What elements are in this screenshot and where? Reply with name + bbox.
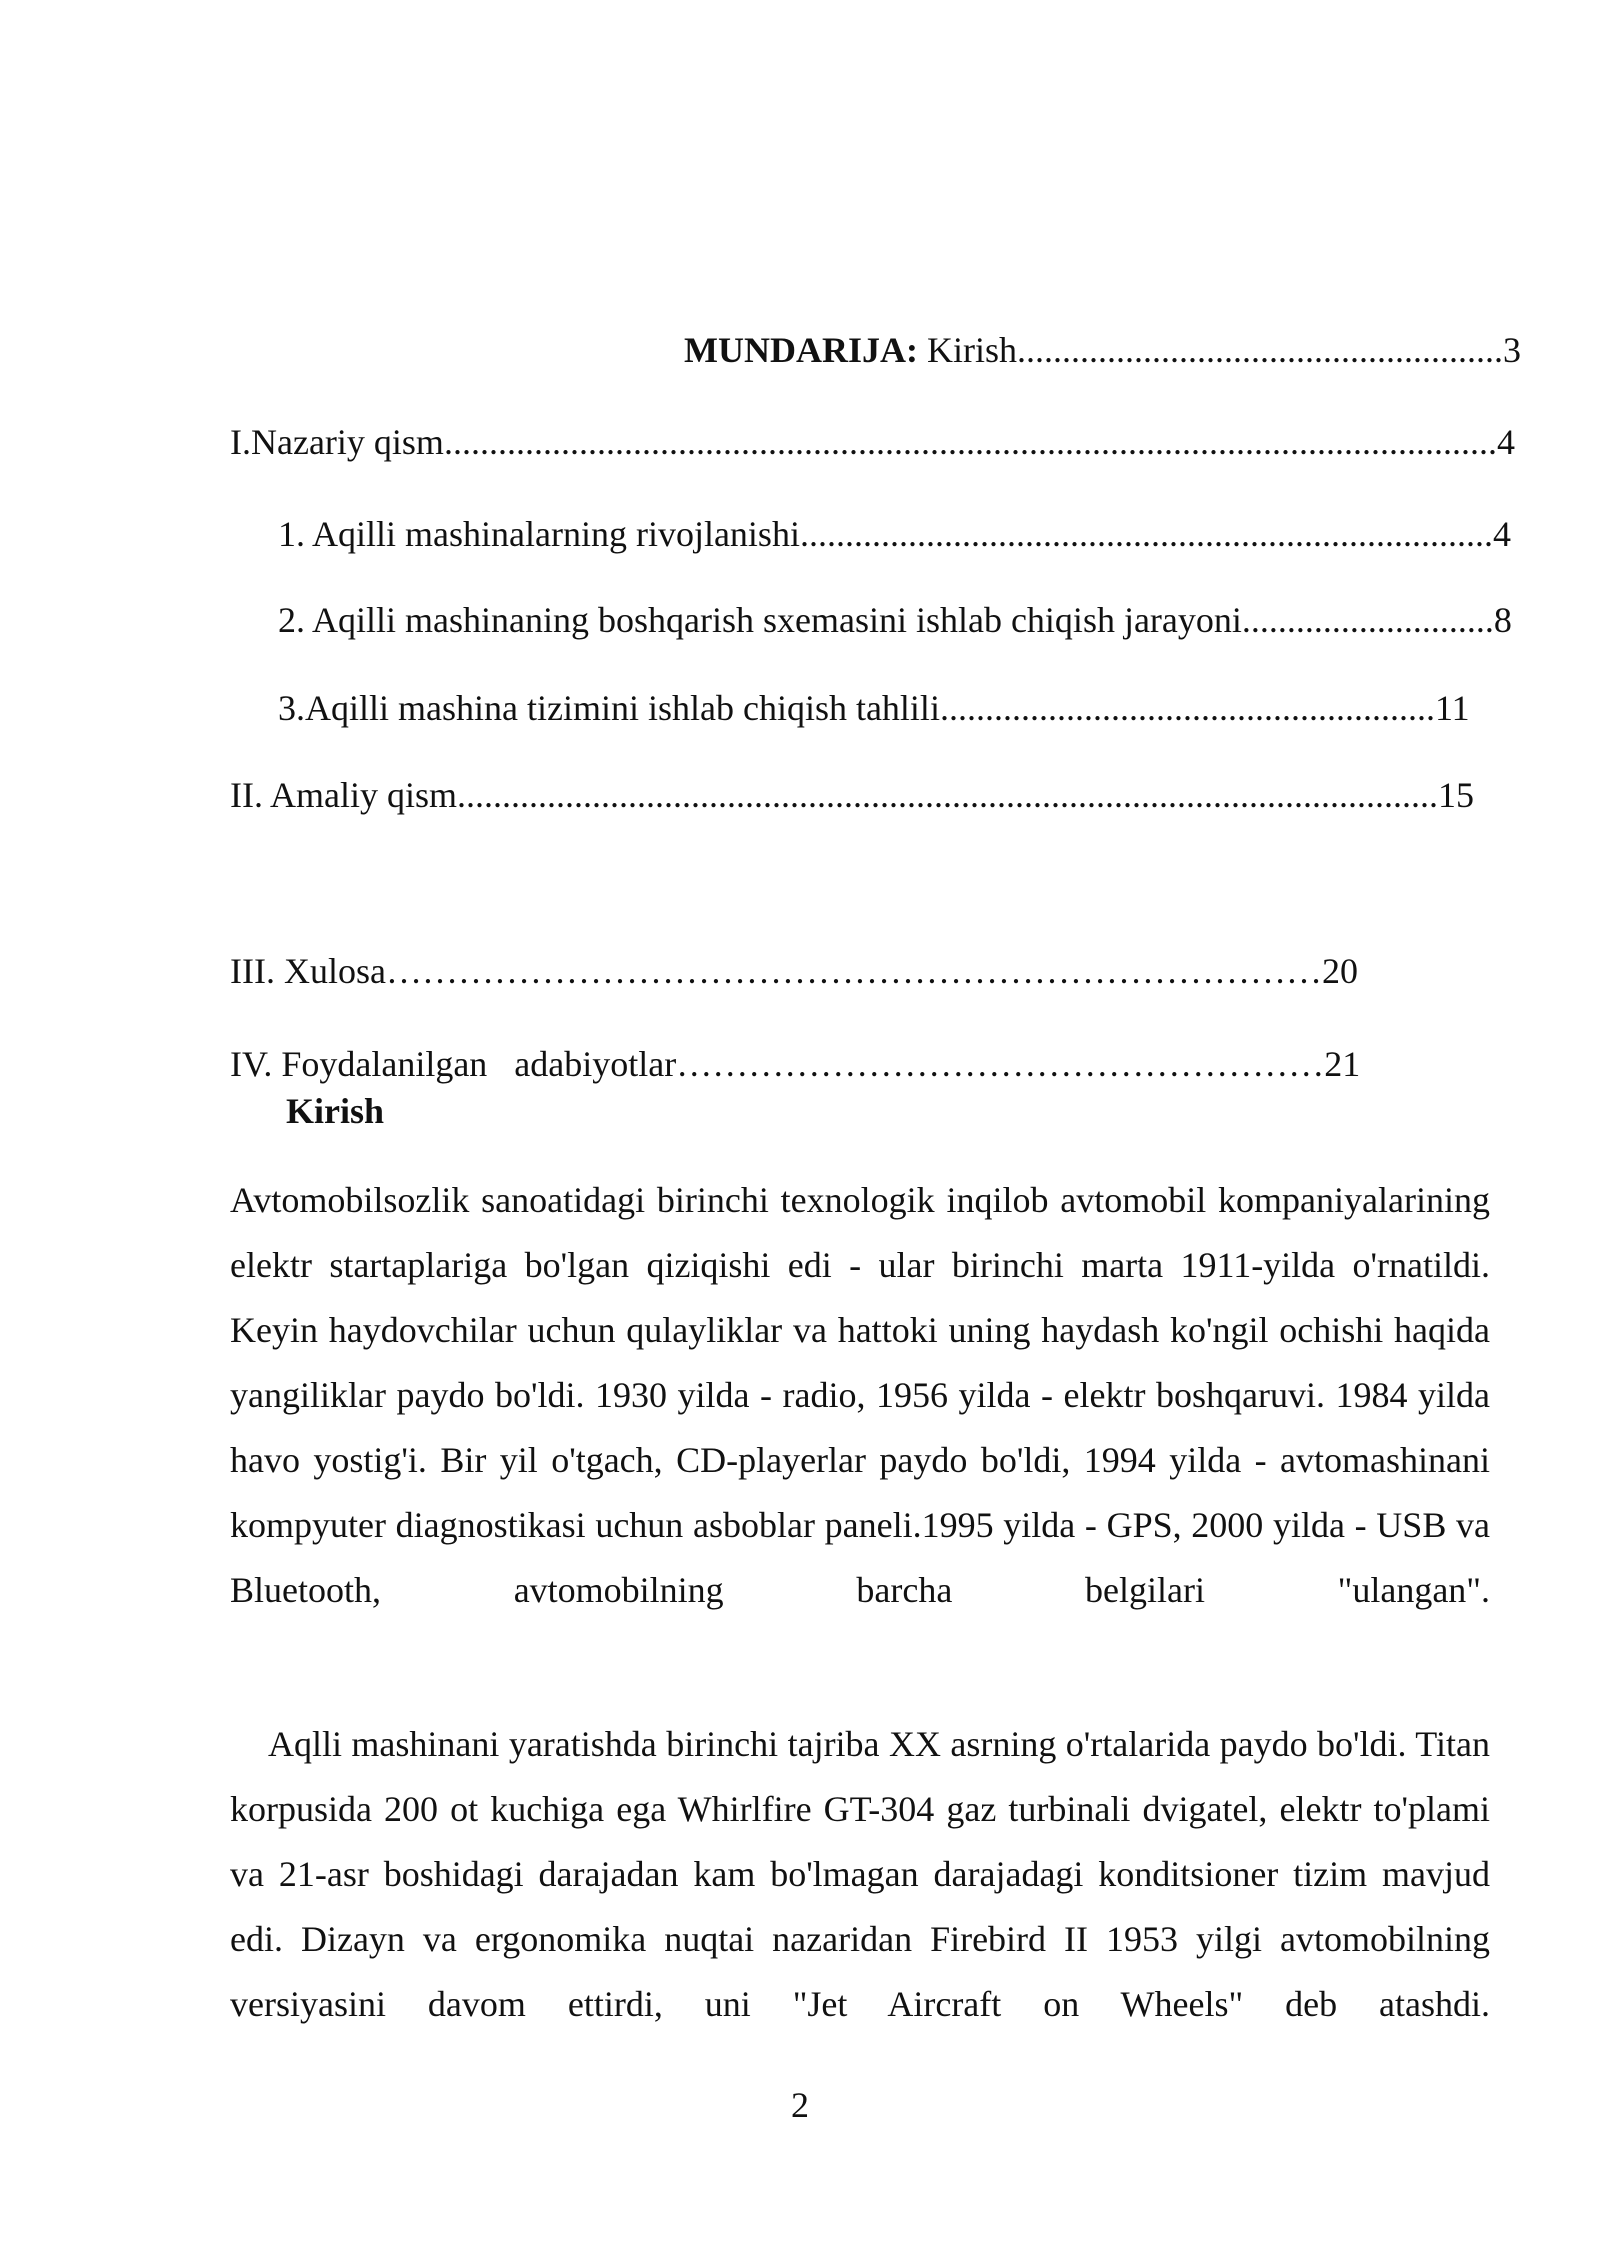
toc-item-label: IV. Foydalanilgan adabiyotlar	[230, 1044, 677, 1084]
toc-title-rest: Kirish	[917, 330, 1017, 370]
toc-item-label: I.Nazariy qism	[230, 422, 444, 462]
toc-item-page: 15	[1438, 775, 1474, 815]
toc-item-label: 3.Aqilli mashina tizimini ishlab chiqish tahlili	[278, 688, 940, 728]
toc-item-label: 2. Aqilli mashinaning boshqarish sxemasini ishlab chiqish jarayoni	[278, 600, 1242, 640]
kirish-heading: Kirish	[286, 1091, 385, 1131]
kirish-paragraph-2: Aqlli mashinani yaratishda birinchi tajriba XX asrning o'rtalarida paydo bo'ldi. Titan korpusida 200 ot kuchiga ega Whirlfire GT-304 gaz turbinali dvigatel, elektr to'plami va 21-asr boshidagi darajadan kam bo'lmagan darajadagi konditsioner tizim mavjud edi. Dizayn va ergonomika nuqtai nazaridan Firebird II 1953 yilgi avtomobilning versiyasini davom ettirdi, uni "Jet Aircraft on Wheels" deb atashdi.	[230, 1724, 1490, 2024]
toc-item-page: 20	[1321, 951, 1358, 991]
toc-item-nazariy: I.Nazariy qism.....................................................................................................................4	[230, 422, 1515, 462]
toc-title: MUNDARIJA: Kirish......................................................3	[684, 330, 1521, 370]
page-number: 2	[791, 2085, 809, 2125]
toc-item-label: II. Amaliy qism	[230, 775, 457, 815]
toc-item-adabiyotlar: IV. Foydalanilgan adabiyotlar………………………………………………21	[230, 1044, 1361, 1084]
toc-item-page: 21	[1324, 1044, 1361, 1084]
toc-item-page: 11	[1434, 688, 1470, 728]
toc-item-tahlili: 3.Aqilli mashina tizimini ishlab chiqish tahlili.......................................................11	[278, 688, 1470, 728]
toc-title-bold: MUNDARIJA:	[684, 330, 918, 370]
toc-title-page: 3	[1502, 330, 1521, 370]
toc-item-rivojlanishi: 1. Aqilli mashinalarning rivojlanishi.............................................................................4	[278, 514, 1511, 554]
toc-item-label: III. Xulosa	[230, 951, 386, 991]
toc-item-page: 4	[1492, 514, 1511, 554]
kirish-paragraph-1: Avtomobilsozlik sanoatidagi birinchi texnologik inqilob avtomobil kompaniyalarining elektr startaplariga bo'lgan qiziqishi edi - ular birinchi marta 1911-yilda o'rnatildi. Keyin haydovchilar uchun qulayliklar va hattoki uning haydash ko'ngil ochishi haqida yangiliklar paydo bo'ldi. 1930 yilda - radio, 1956 yilda - elektr boshqaruvi. 1984 yilda havo yostig'i. Bir yil o'tgach, CD-playerlar paydo bo'ldi, 1994 yilda - avtomashinani kompyuter diagnostikasi uchun asboblar paneli.1995 yilda - GPS, 2000 yilda - USB va Bluetooth, avtomobilning barcha belgilari "ulangan".	[230, 1180, 1490, 1610]
toc-item-amaliy: II. Amaliy qism.............................................................................................................15	[230, 775, 1474, 815]
toc-item-label: 1. Aqilli mashinalarning rivojlanishi	[278, 514, 800, 554]
toc-item-xulosa: III. Xulosa……………………………………………………………………20	[230, 951, 1358, 991]
toc-item-boshqarish: 2. Aqilli mashinaning boshqarish sxemasini ishlab chiqish jarayoni............................8	[278, 600, 1512, 640]
toc-item-page: 4	[1496, 422, 1515, 462]
toc-item-page: 8	[1493, 600, 1512, 640]
